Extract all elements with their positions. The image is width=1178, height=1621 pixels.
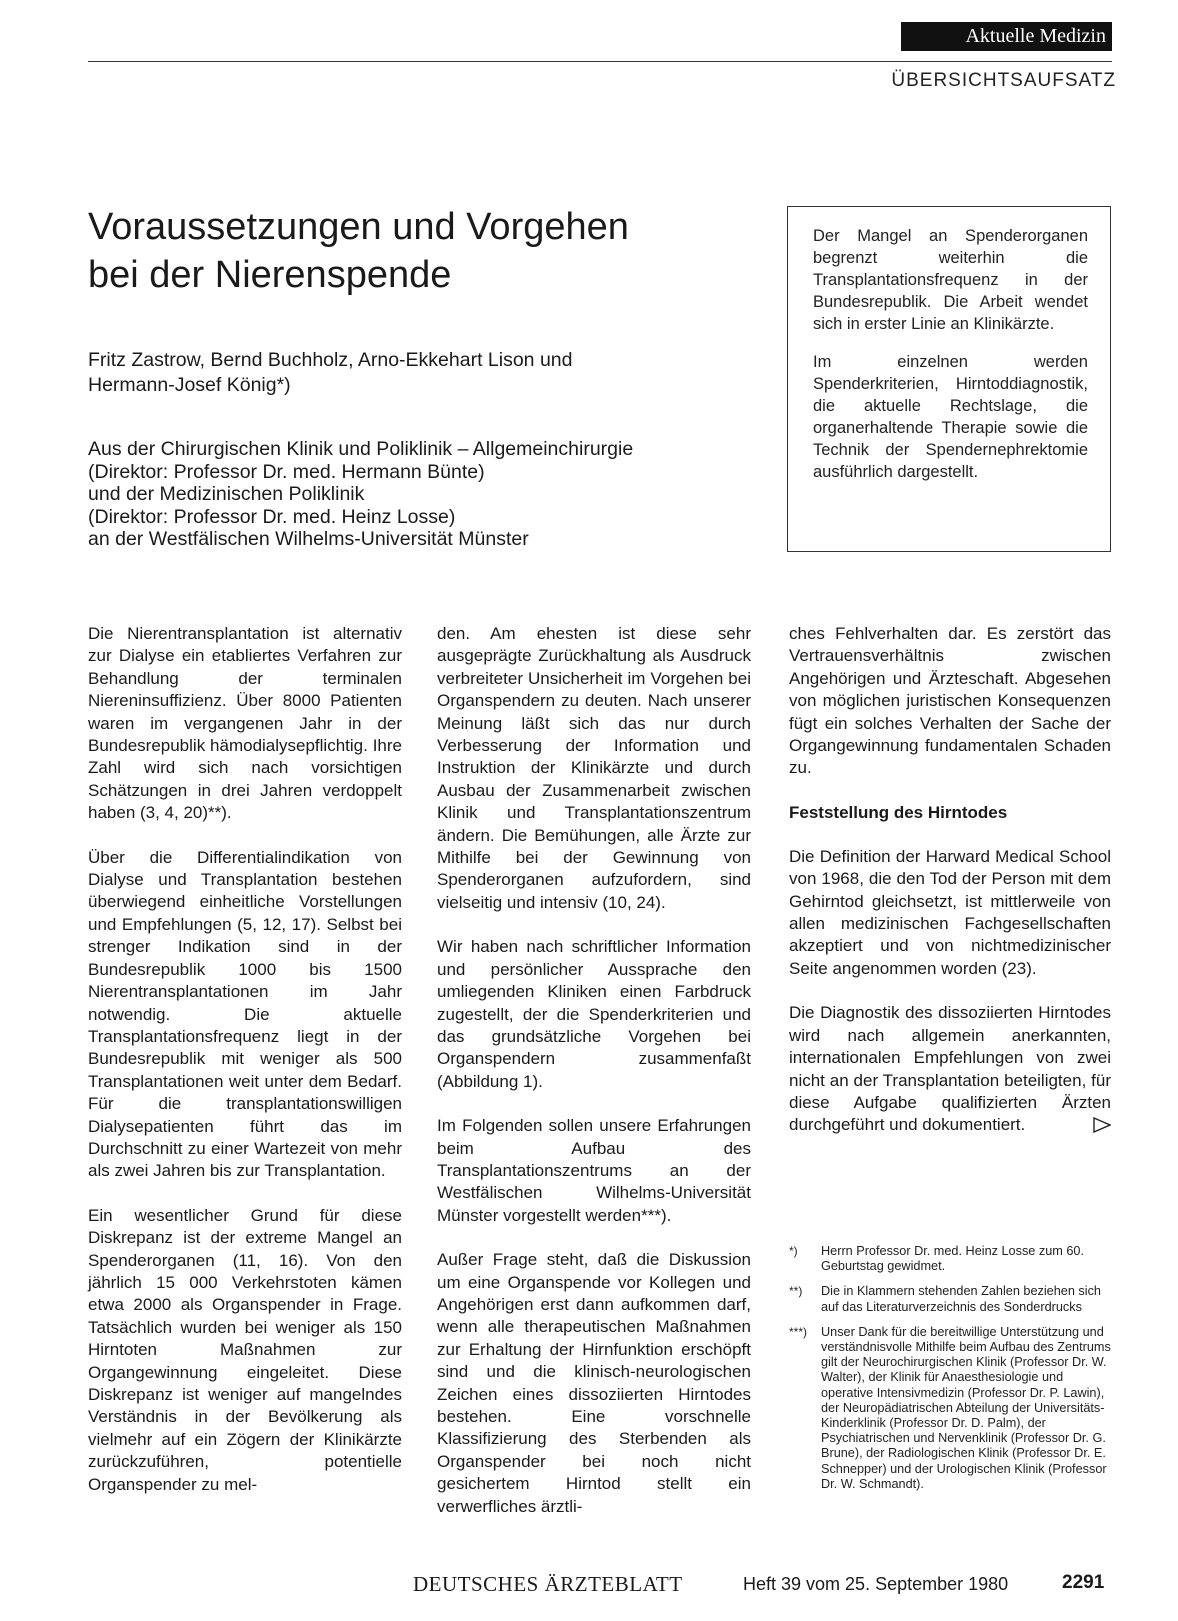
body-paragraph-text: Die Diagnostik des dissoziierten Hirntodes wird nach allgemein anerkannten, internationalen Empfehlungen von zwei nicht an der Transplantation beteiligten, für diese Aufgabe qualifizierten Ärzten durchgeführt und dokumentiert. xyxy=(789,1003,1111,1135)
affiliation-line: (Direktor: Professor Dr. med. Heinz Losse) xyxy=(88,505,456,528)
page-number: 2291 xyxy=(1062,1572,1105,1593)
issue-info: Heft 39 vom 25. September 1980 xyxy=(743,1574,1009,1594)
affiliation-line: Aus der Chirurgischen Klinik und Poliklinik – Allgemeinchirurgie xyxy=(88,438,634,460)
footnote-text: Die in Klammern stehenden Zahlen beziehen sich auf das Literaturverzeichnis des Sonderdrucks xyxy=(821,1284,1101,1314)
body-paragraph xyxy=(789,1002,1111,1136)
title-line: bei der Nierenspende xyxy=(88,254,452,296)
body-paragraph: ches Fehlverhalten dar. Es zerstört das Vertrauensverhältnis zwischen Angehörigen und Ärzteschaft. Abgesehen von möglichen juristischen Konsequenzen fügt ein solches Verhalten der Sache der Organgewinnung fundamentalen Schaden zu. xyxy=(789,624,1111,778)
footnote xyxy=(789,1325,1111,1492)
footnote xyxy=(789,1284,1111,1314)
body-column-2 xyxy=(437,623,751,1540)
abstract-paragraph: Der Mangel an Spenderorganen begrenzt weiterhin die Transplantationsfrequenz in der Bundesrepublik. Die Arbeit wendet sich in erster Linie an Klinikärzte. xyxy=(813,227,1088,333)
header-rule xyxy=(88,61,1112,62)
footnote-mark: *) xyxy=(789,1244,798,1258)
footnote xyxy=(789,1244,1111,1274)
body-paragraph: Über die Differentialindikation von Dialyse und Transplantation bestehen überwiegend einheitliche Vorstellungen und Empfehlungen (5, 12, 17). Selbst bei strenger Indikation sind in der Bundesrepublik 1000 bis 1500 Nierentransplantationen im Jahr notwendig. Die aktuelle Transplantationsfrequenz liegt in der Bundesrepublik mit weniger als 500 Transplantationen weit unter dem Bedarf. Für die transplantationswilligen Dialysepatienten führt das im Durchschnitt zu einer Wartezeit von mehr als zwei Jahren bis zur Transplantation. xyxy=(88,847,402,1181)
article-title xyxy=(88,203,728,299)
affiliation-line: und der Medizinischen Poliklinik xyxy=(88,483,365,505)
journal-name: DEUTSCHES ÄRZTEBLATT xyxy=(413,1572,683,1596)
author-list xyxy=(88,348,728,398)
body-paragraph: Ein wesentlicher Grund für diese Diskrepanz ist der extreme Mangel an Spenderorganen (11, 16). Von den jährlich 15 000 Verkehrstoten kämen etwa 2000 als Organspender in Frage. Tatsächlich wurden bei weniger als 150 Hirntoten Maßnahmen zur Organgewinnung eingeleitet. Diese Diskrepanz ist weniger auf mangelndes Verständnis in der Bevölkerung als vielmehr auf ein Zögern der Klinikärzte zurückzuführen, potentielle Organspender zu mel- xyxy=(88,1205,402,1494)
body-column-1 xyxy=(88,623,402,1518)
triangle-right-icon xyxy=(1093,1117,1111,1133)
abstract-paragraph: Im einzelnen werden Spenderkriterien, Hirntoddiagnostik, die aktuelle Rechtslage, die organerhaltende Therapie sowie die Technik der Spendernephrektomie ausführlich dargestellt. xyxy=(813,353,1088,481)
section-heading: Feststellung des Hirntodes xyxy=(789,802,1008,822)
body-paragraph: Außer Frage steht, daß die Diskussion um eine Organspende vor Kollegen und Angehörigen erst dann aufkommen darf, wenn alle therapeutischen Maßnahmen zur Erhaltung der Hirnfunktion erschöpft sind und die klinisch-neurologischen Zeichen eines dissoziierten Hirntodes bestehen. Eine vorschnelle Klassifizierung des Sterbenden als Organspender bei noch nicht gesichertem Hirntod stellt ein verwerfliches ärztli- xyxy=(437,1250,751,1516)
affiliation xyxy=(88,438,748,551)
affiliation-line: an der Westfälischen Wilhelms-Universität Münster xyxy=(88,528,529,550)
author-line: Hermann-Josef König*) xyxy=(88,374,291,396)
body-paragraph: den. Am ehesten ist diese sehr ausgeprägte Zurückhaltung als Ausdruck verbreiteter Unsicherheit im Vorgehen bei Organspendern zu deuten. Nach unserer Meinung läßt sich das nur durch Verbesserung der Information und Instruktion der Klinikärzte und durch Ausbau der Zusammenarbeit zwischen Klinik und Transplantationszentrum ändern. Die Bemühungen, alle Ärzte zur Mithilfe bei der Gewinnung von Spenderorganen aufzufordern, sind vielseitig und intensiv (10, 24). xyxy=(437,624,751,912)
article-category: ÜBERSICHTSAUFSATZ xyxy=(891,70,1116,91)
abstract-box xyxy=(787,206,1111,552)
footnote-mark: ***) xyxy=(789,1324,808,1339)
body-column-3 xyxy=(789,623,1111,1159)
footnote-text: Unser Dank für die bereitwillige Unterstützung und verständnisvolle Mithilfe beim Aufbau des Zentrums gilt der Neurochirurgischen Klinik (Professor Dr. W. Walter), der Klinik für Anaesthesiologie und operative Intensivmedizin (Professor Dr. P. Lawin), der Neuropädiatrischen Abteilung der Universitäts-Kinderklinik (Professor Dr. D. Palm), der Psychiatrischen und Nervenklinik (Professor Dr. G. Brune), der Radiologischen Klinik (Professor Dr. E. Schnepper) und der Urologischen Klinik (Professor Dr. W. Schmandt). xyxy=(821,1324,1111,1491)
title-line: Voraussetzungen und Vorgehen xyxy=(88,206,629,248)
author-line: Fritz Zastrow, Bernd Buchholz, Arno-Ekkehart Lison und xyxy=(88,349,573,371)
section-tag: Aktuelle Medizin xyxy=(901,22,1112,51)
body-paragraph: Wir haben nach schriftlicher Information und persönlicher Aussprache den umliegenden Kliniken einen Farbdruck zugestellt, der die Spenderkriterien und das grundsätzliche Vorgehen bei Organspendern zusammenfaßt (Abbildung 1). xyxy=(437,937,751,1091)
affiliation-line: (Direktor: Professor Dr. med. Hermann Bünte) xyxy=(88,460,485,483)
footnote-text: Herrn Professor Dr. med. Heinz Losse zum 60. Geburtstag gewidmet. xyxy=(821,1244,1085,1274)
body-paragraph: Im Folgenden sollen unsere Erfahrungen beim Aufbau des Transplantationszentrums an der Westfälischen Wilhelms-Universität Münster vorgestellt werden***). xyxy=(437,1116,751,1225)
body-paragraph: Die Definition der Harward Medical School von 1968, die den Tod der Person mit dem Gehirntod gleichsetzt, ist mittlerweile von allen medizinischen Fachgesellschaften akzeptiert und von nichtmedizinischer Seite angenommen worden (23). xyxy=(789,846,1111,978)
footnote-mark: **) xyxy=(789,1284,803,1299)
body-paragraph: Die Nierentransplantation ist alternativ zur Dialyse ein etabliertes Verfahren zur Behandlung der terminalen Niereninsuffizienz. Über 8000 Patienten waren im vergangenen Jahr in der Bundesrepublik hämodialysepflichtig. Ihre Zahl wird sich nach vorsichtigen Schätzungen in drei Jahren verdoppelt haben (3, 4, 20)**). xyxy=(88,624,402,823)
footnotes xyxy=(789,1244,1111,1502)
